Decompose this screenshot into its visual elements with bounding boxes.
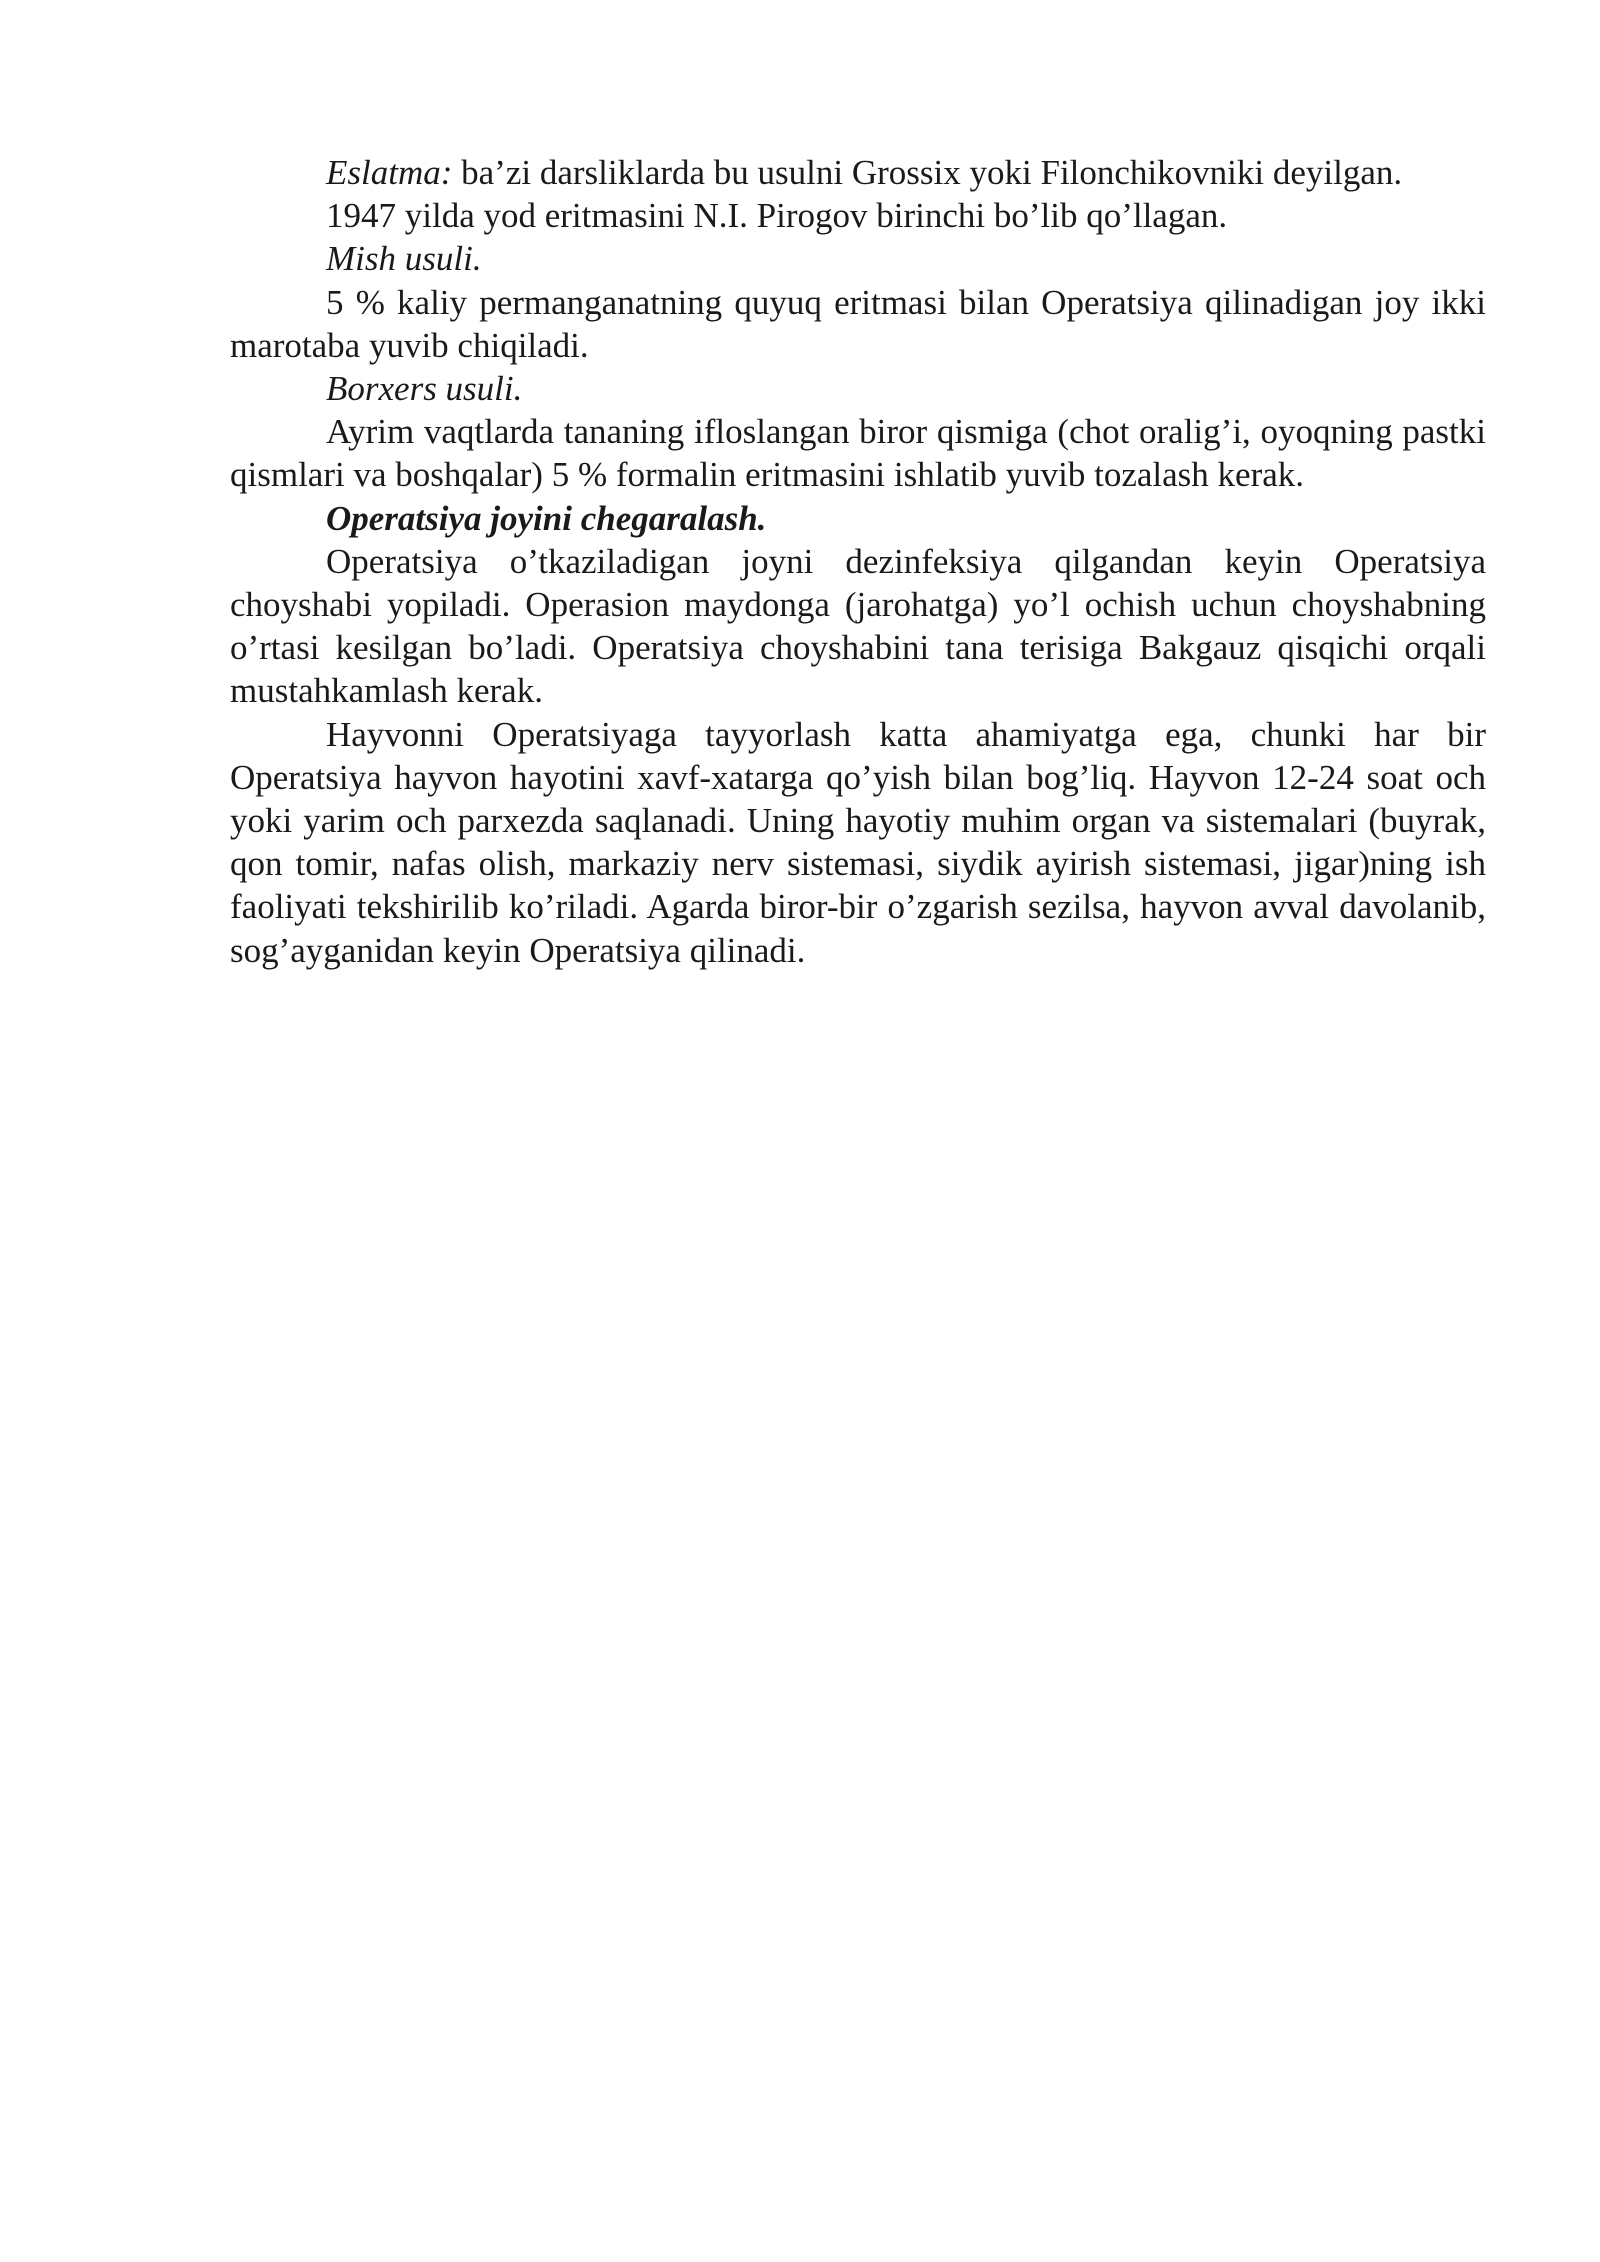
iodine-history-paragraph: 1947 yilda yod eritmasini N.I. Pirogov birinchi bo’lib qo’llagan. — [326, 196, 1228, 236]
note-text: ba’zi darsliklarda bu usulni Grossix yoki Filonchikovniki deyilgan. — [452, 153, 1403, 192]
note-label: Eslatma: — [326, 153, 453, 192]
borxers-method-paragraph: Ayrim vaqtlarda tananing ifloslangan biror qismiga (chot oralig’i, oyoqning pastki qismlari va boshqalar) 5 % formalin eritmasini ishlatib yuvib tozalash kerak. — [230, 412, 1486, 495]
section-paragraph: Operatsiya o’tkaziladigan joyni dezinfeksiya qilgandan keyin Operatsiya choyshabi yopiladi. Operasion maydonga (jarohatga) yo’l ochish uchun choyshabning o’rtasi kesilgan bo’ladi. Operatsiya choyshabini tana terisiga Bakgauz qisqichi orqali mustahkamlash kerak. — [230, 541, 1486, 711]
document-body — [230, 151, 1486, 972]
mish-method-paragraph: 5 % kaliy permanganatning quyuq eritmasi bilan Operatsiya qilinadigan joy ikki marotaba yuvib chiqiladi. — [230, 282, 1486, 365]
section-heading: Operatsiya joyini chegaralash. — [326, 498, 767, 538]
preparation-paragraph: Hayvonni Operatsiyaga tayyorlash katta ahamiyatga ega, chunki har bir Operatsiya hayvon hayotini xavf-xatarga qo’yish bilan bog’liq. Hayvon 12-24 soat och yoki yarim och parxezda saqlanadi. Uning hayotiy muhim organ va sistemalari (buyrak, qon tomir, nafas olish, markaziy nerv sistemasi, siydik ayirish sistemasi, jigar)ning ish faoliyati tekshirilib ko’riladi. Agarda biror-bir o’zgarish sezilsa, hayvon avval davolanib, sog’ayganidan keyin Operatsiya qilinadi. — [230, 714, 1486, 970]
mish-method-heading: Mish usuli. — [326, 239, 482, 279]
note-paragraph — [230, 151, 1486, 194]
borxers-method-heading: Borxers usuli. — [326, 369, 523, 409]
